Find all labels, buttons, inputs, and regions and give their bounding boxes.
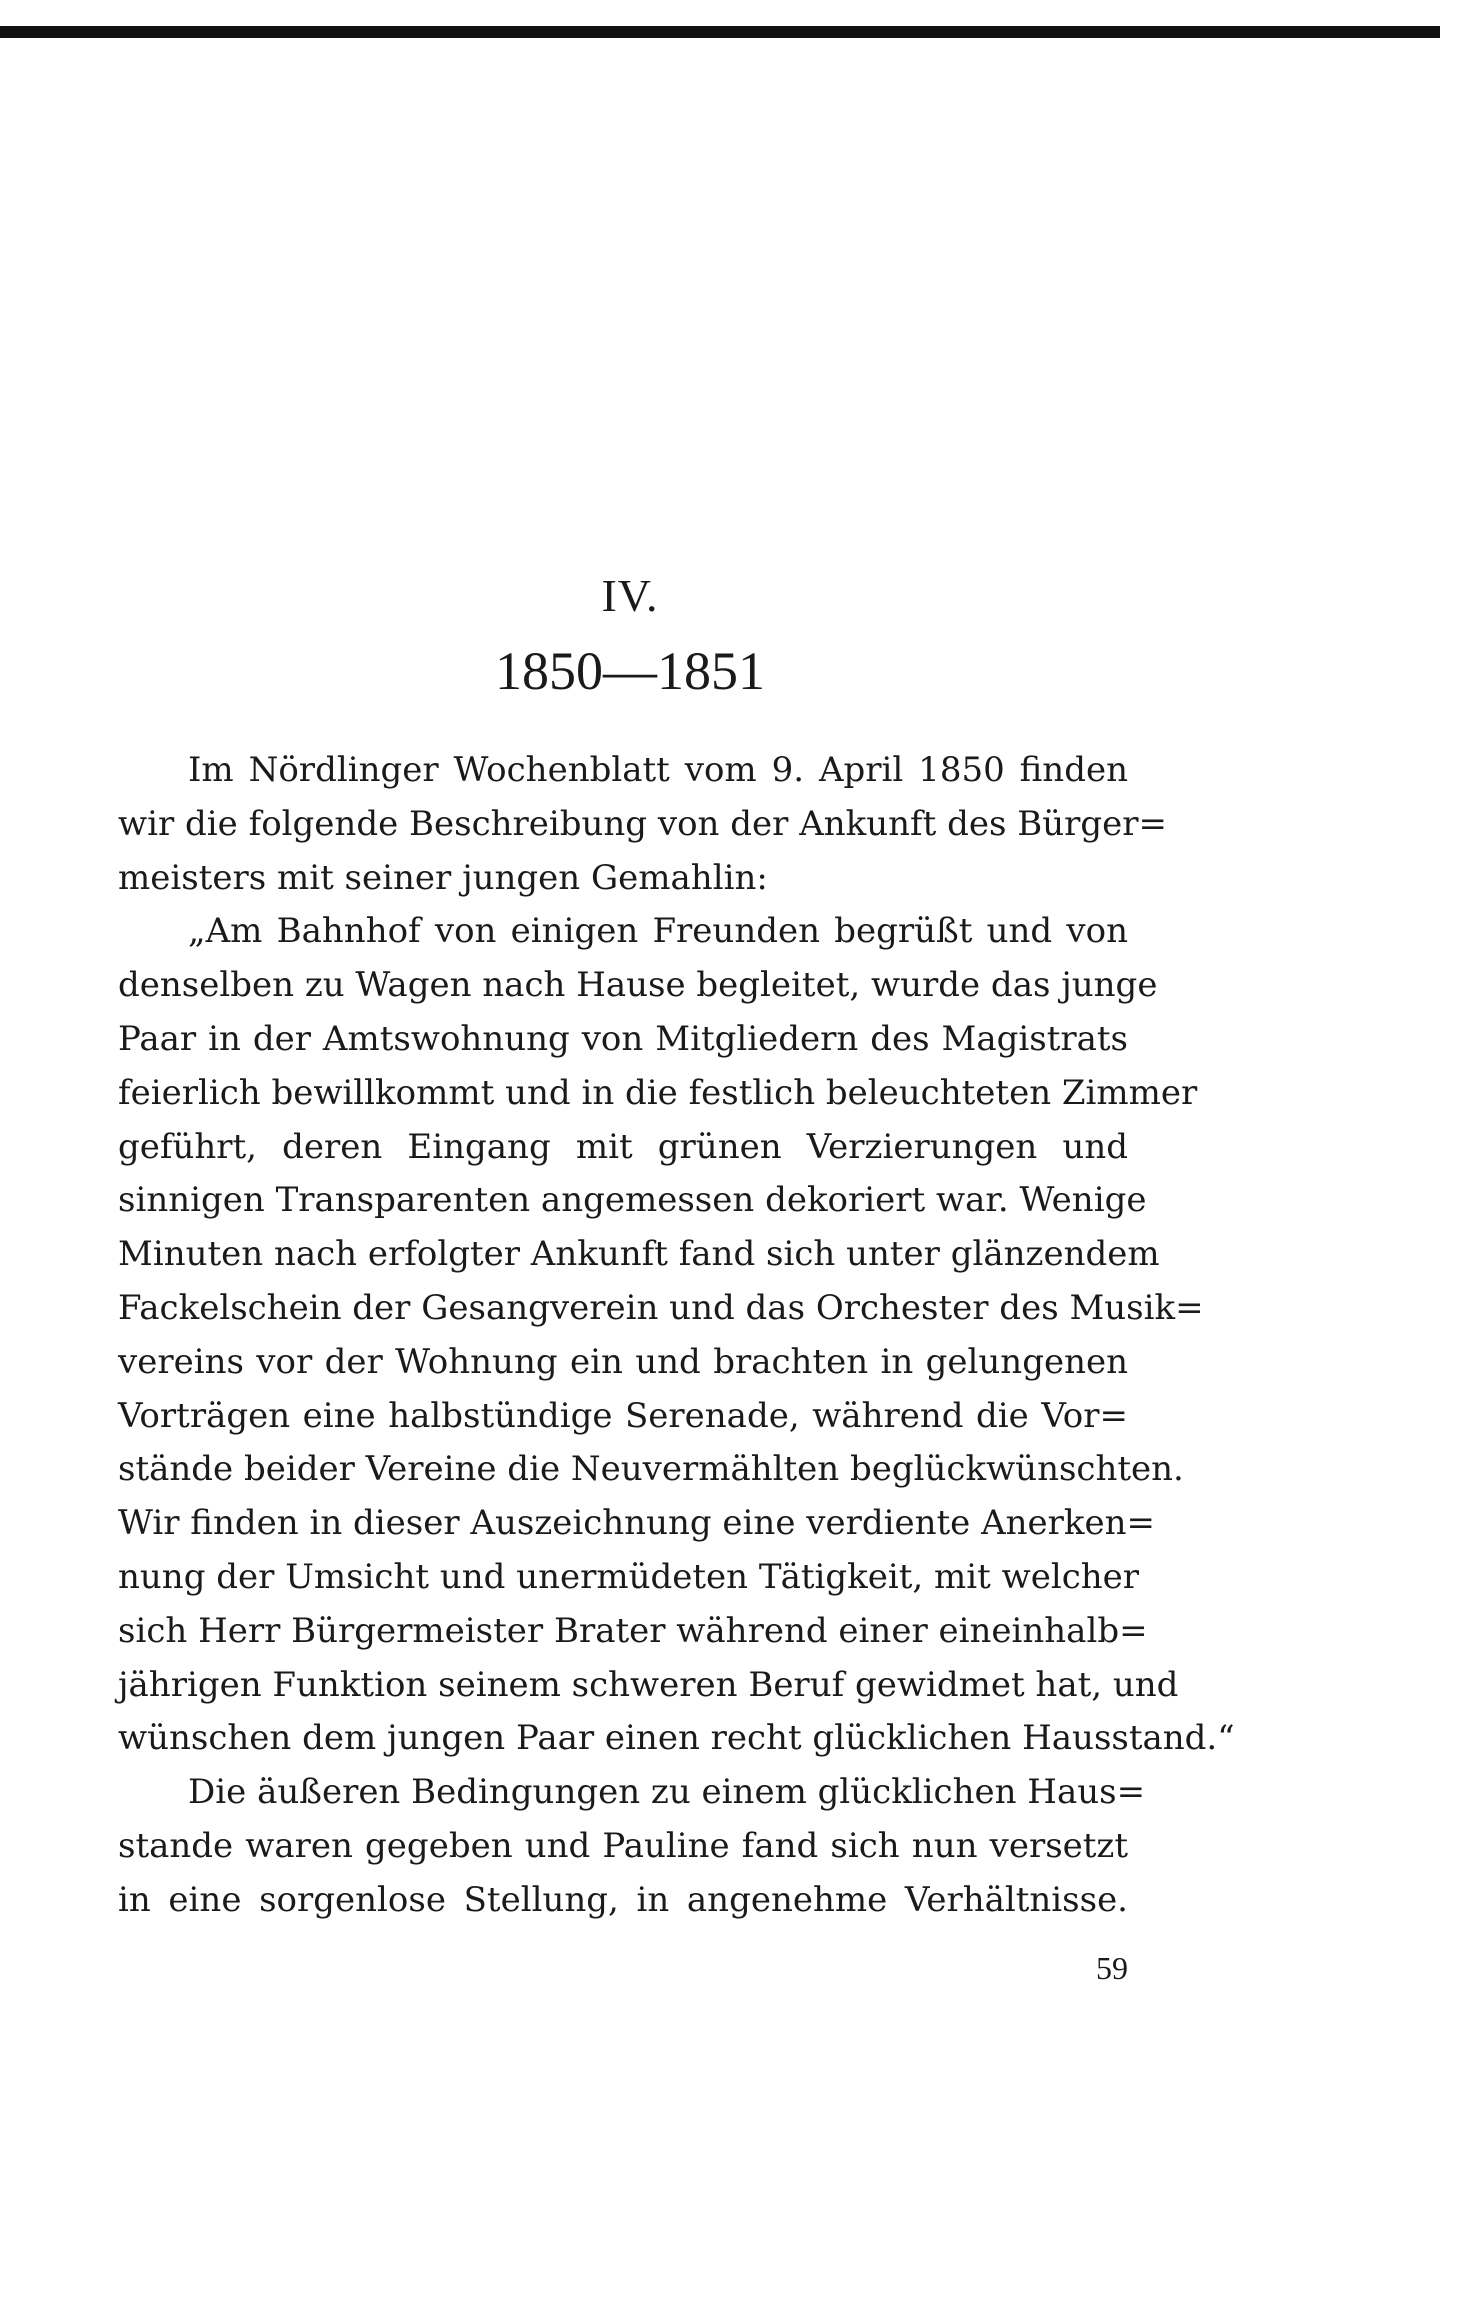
text-line: Die äußeren Bedingungen zu einem glücklichen Haus= [188,1772,1146,1813]
text-line: stande waren gegeben und Pauline fand sich nun versetzt [118,1825,1128,1866]
text-line: in eine sorgenlose Stellung, in angenehme Verhältnisse. [118,1879,1128,1920]
chapter-title-years: 1850—1851 [495,641,765,701]
text-line: vereins vor der Wohnung ein und brachten in gelungenen [118,1341,1128,1382]
text-line: jährigen Funktion seinem schweren Beruf gewidmet hat, und [118,1664,1179,1705]
text-line: Im Nördlinger Wochenblatt vom 9. April 1850 finden [188,750,1128,790]
text-line: Paar in der Amtswohnung von Mitgliedern des Magistrats [118,1018,1128,1059]
text-line: sinnigen Transparenten angemessen dekoriert war. Wenige [118,1180,1147,1221]
text-line: „Am Bahnhof von einigen Freunden begrüßt und von [188,911,1128,952]
text-line: meisters mit seiner jungen Gemahlin: [118,857,768,898]
text-line: sich Herr Bürgermeister Brater während einer eineinhalb= [118,1610,1148,1651]
text-line: denselben zu Wagen nach Hause begleitet, wurde das junge [118,965,1158,1006]
body-text [118,744,1235,1928]
text-line: wir die folgende Beschreibung von der Ankunft des Bürger= [118,803,1168,844]
text-line: Minuten nach erfolgter Ankunft fand sich unter glänzendem [118,1234,1160,1275]
text-line: feierlich bewillkommt und in die festlich beleuchteten Zimmer [118,1072,1198,1113]
top-border-rule [0,26,1440,38]
text-line: wünschen dem jungen Paar einen recht glücklichen Hausstand.“ [118,1718,1235,1759]
text-line: stände beider Vereine die Neuvermählten beglückwünschten. [118,1449,1184,1490]
text-line: Wir finden in dieser Auszeichnung eine verdiente Anerken= [118,1503,1156,1544]
text-line: Vorträgen eine halbstündige Serenade, während die Vor= [118,1395,1128,1436]
text-line: Fackelschein der Gesangverein und das Orchester des Musik= [118,1287,1204,1328]
chapter-number: IV. [601,570,659,621]
text-line: geführt, deren Eingang mit grünen Verzierungen und [118,1126,1128,1167]
text-line: nung der Umsicht und unermüdeten Tätigkeit, mit welcher [118,1556,1140,1597]
page-number: 59 [1096,1950,1128,1986]
